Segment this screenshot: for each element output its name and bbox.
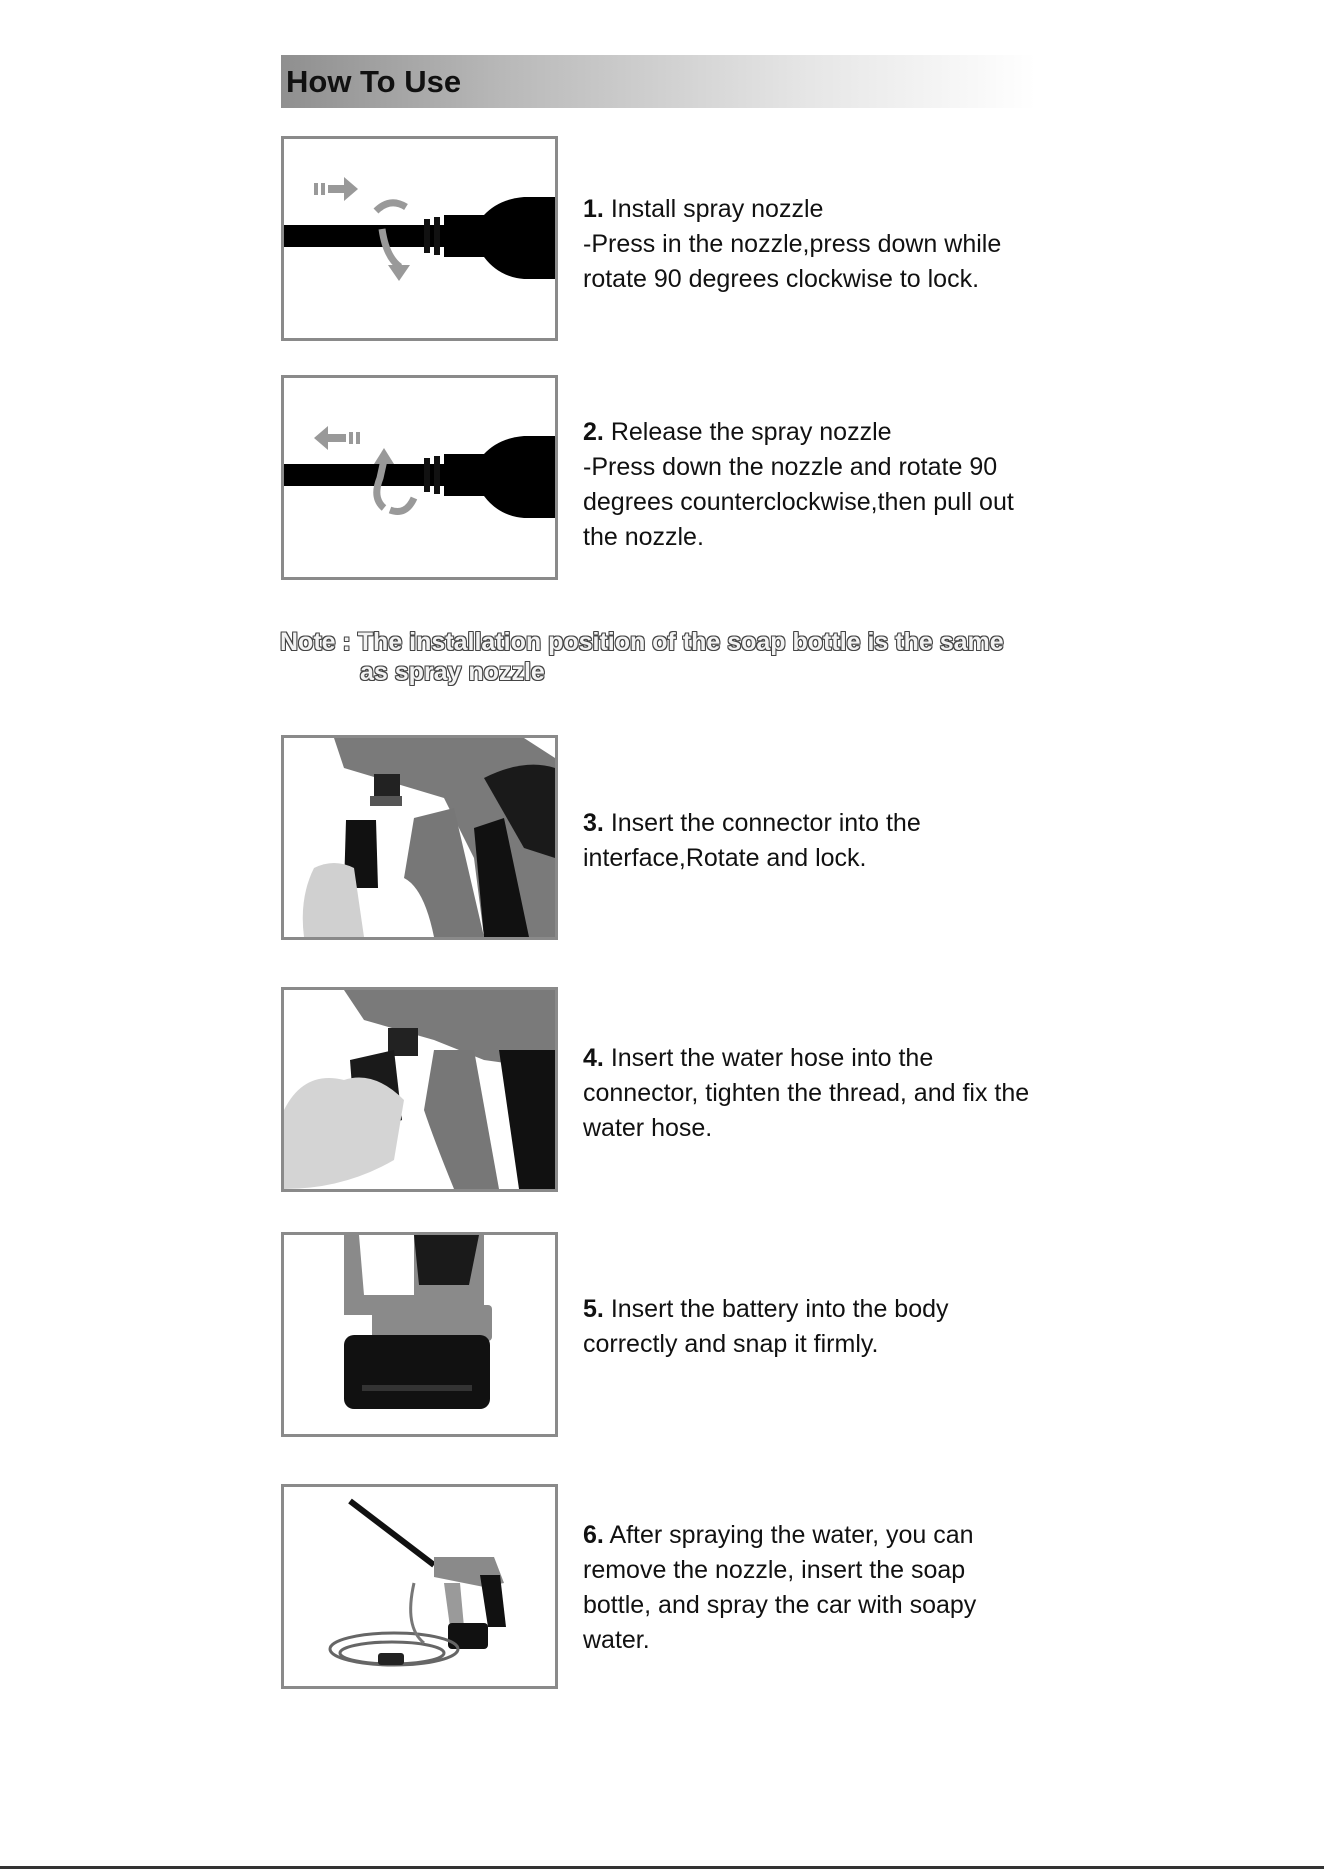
step-2-illustration [281,375,558,580]
step-description: -Press down the nozzle and rotate 90 degrees counterclockwise,then pull out the nozzle. [583,453,1014,551]
step-1-illustration [281,136,558,341]
page-bottom-rule [0,1866,1324,1869]
step-1-text [583,192,1033,297]
battery-insert-illustration [284,1235,555,1434]
step-number: 3. [583,809,604,837]
nozzle-rotate-clockwise-icon [284,139,555,338]
step-title: Insert the battery into the body correctly and snap it firmly. [583,1295,949,1358]
section-title: How To Use [286,64,462,99]
step-3-text [583,806,1033,876]
step-title: After spraying the water, you can remove the nozzle, insert the soap bottle, and spray the car with soapy water. [583,1521,977,1654]
step-6-text [583,1518,1033,1658]
note-line-2: as spray nozzle [360,658,545,686]
step-number: 4. [583,1044,604,1072]
step-4-text [583,1041,1033,1146]
water-hose-insert-illustration [284,990,555,1189]
note-text [280,627,1040,687]
step-4-illustration [281,987,558,1192]
step-title: Insert the water hose into the connector, tighten the thread, and fix the water hose. [583,1044,1030,1142]
connector-insert-illustration [284,738,555,937]
nozzle-rotate-counterclockwise-icon [284,378,555,577]
step-number: 2. [583,418,604,446]
step-5-illustration [281,1232,558,1437]
step-2-text [583,415,1033,555]
step-number: 5. [583,1295,604,1323]
step-number: 1. [583,195,604,223]
step-title: Install spray nozzle [610,195,824,223]
step-3-illustration [281,735,558,940]
step-6-illustration [281,1484,558,1689]
step-title: Release the spray nozzle [610,418,892,446]
step-description: -Press in the nozzle,press down while rotate 90 degrees clockwise to lock. [583,230,1002,293]
pressure-washer-soap-bottle-illustration [284,1487,555,1686]
step-5-text [583,1292,1033,1362]
step-title: Insert the connector into the interface,Rotate and lock. [583,809,921,872]
step-number: 6. [583,1521,604,1549]
note-line-1: Note : The installation position of the soap bottle is the same [280,628,1004,656]
